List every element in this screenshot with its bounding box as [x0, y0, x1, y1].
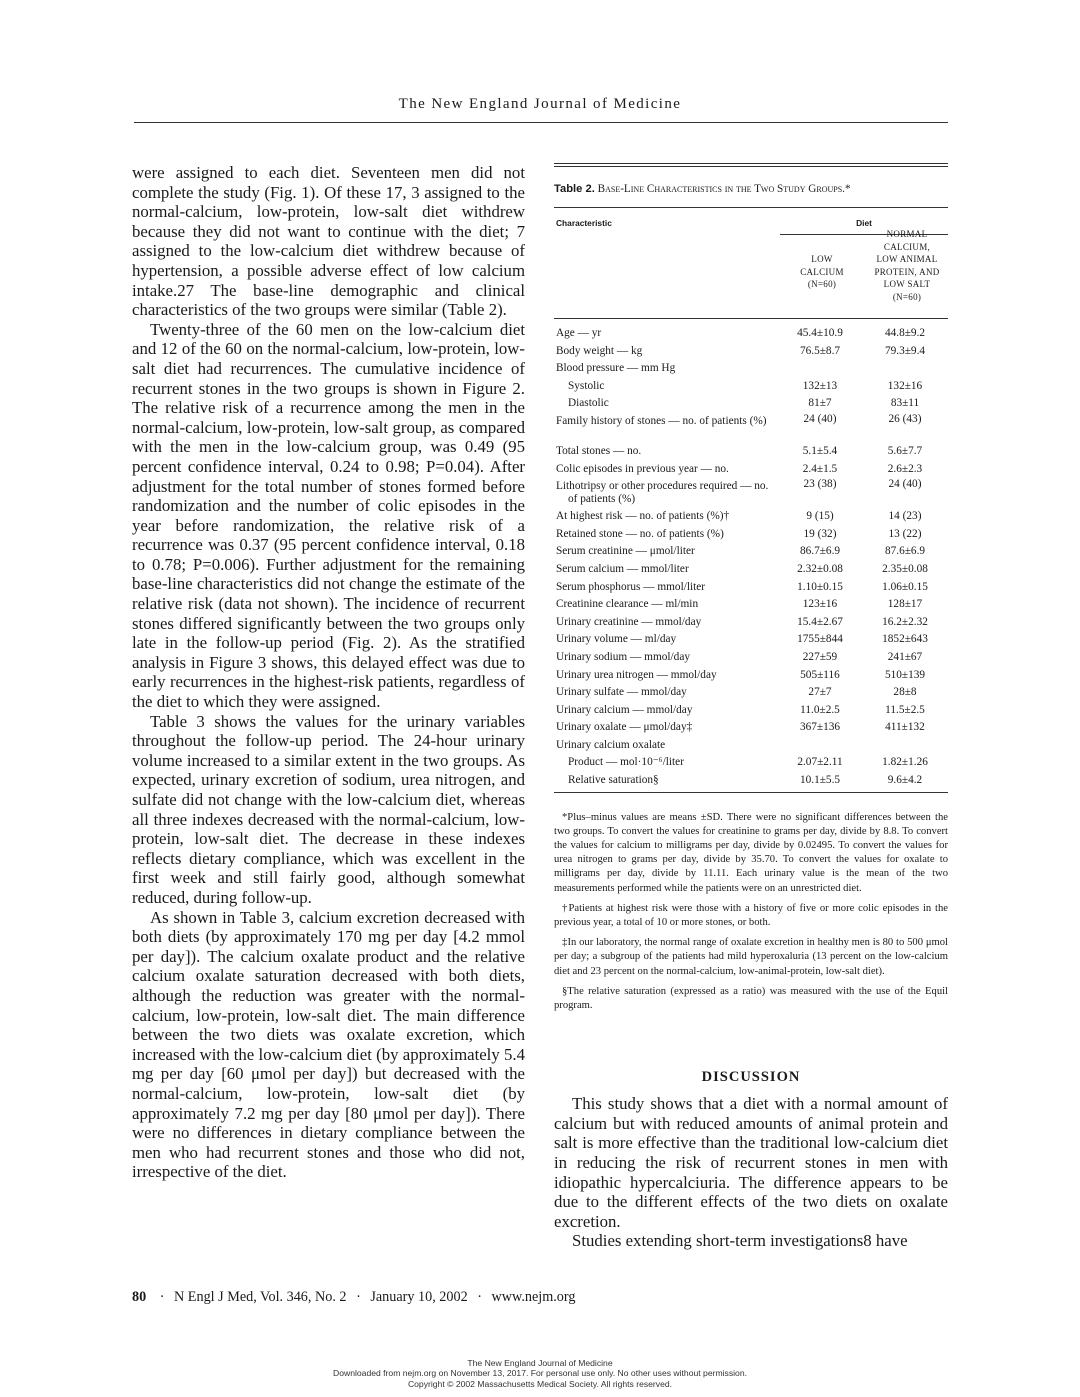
left-column [132, 163, 525, 1182]
normal-calcium-value: 2.6±2.3 [887, 462, 923, 475]
table-row [554, 737, 948, 755]
journal-url[interactable]: www.nejm.org [491, 1289, 576, 1305]
row-label: Urinary calcium oxalate [556, 738, 666, 751]
normal-calcium-value: 1852±643 [882, 633, 928, 646]
copyright-notice: The New England Journal of Medicine Downloaded from nejm.org on November 13, 2017. For personal use only. No other uses without permission. Copyright © 2002 Massachusetts Medical Society. All rights reserved. [333, 1358, 747, 1389]
table-row [554, 378, 948, 396]
table-row [554, 360, 948, 378]
normal-calcium-value: 2.35±0.08 [882, 562, 928, 575]
row-label: Urinary urea nitrogen — mmol/day [556, 668, 717, 681]
row-label: Urinary creatinine — mmol/day [556, 615, 702, 628]
separator-dot: · [356, 1289, 361, 1305]
footnote: §The relative saturation (expressed as a ratio) was measured with the use of the Equil program. [554, 985, 948, 1012]
table-row [554, 343, 948, 361]
normal-calcium-value: 87.6±6.9 [884, 545, 926, 558]
low-calcium-value: 81±7 [808, 397, 832, 410]
characteristic-header: Characteristic [556, 218, 612, 228]
table-footnotes [554, 803, 948, 1014]
row-label: Lithotripsy or other procedures required — no. of patients (%) [556, 480, 769, 506]
row-label: Urinary sulfate — mmol/day [556, 686, 687, 699]
low-calcium-value: 45.4±10.9 [797, 327, 843, 339]
low-calcium-value: 27±7 [808, 686, 832, 699]
row-label: Diastolic [568, 397, 609, 410]
low-calcium-value: 19 (32) [803, 527, 837, 540]
low-calcium-value: 2.4±1.5 [802, 462, 838, 475]
low-calcium-value: 76.5±8.7 [799, 344, 841, 357]
low-calcium-value [778, 360, 862, 378]
separator-dot: · [477, 1289, 482, 1305]
normal-calcium-value: 14 (23) [888, 510, 922, 523]
low-calcium-value: 24 (40) [803, 412, 837, 425]
low-calcium-value: 123±16 [802, 598, 838, 611]
separator-dot: · [159, 1289, 165, 1305]
normal-calcium-value: 13 (22) [888, 527, 922, 540]
normal-calcium-value: 28±8 [893, 686, 917, 699]
row-label: Body weight — kg [556, 344, 643, 357]
row-label: Blood pressure — mm Hg [556, 362, 676, 375]
row-label: Systolic [568, 379, 605, 392]
row-label: Total stones — no. [556, 444, 642, 457]
table-row [554, 478, 948, 508]
low-calcium-value: 1.10±0.15 [797, 580, 843, 593]
normal-calcium-value: 241±67 [887, 650, 923, 663]
table-row [554, 413, 948, 443]
row-label: Creatinine clearance — ml/min [556, 598, 699, 611]
row-label: Relative saturation§ [568, 774, 659, 787]
body-paragraph: Table 3 shows the values for the urinary variables throughout the follow-up period. The 24-hour urinary volume increased to a similar extent in the two groups. As expected, urinary excretion of sodium, urea nitrogen, and sulfate did not change with the low-calcium diet, whereas all three indexes decreased with the normal-calcium, low-protein, low-salt diet. The decrease in these indexes reflects dietary compliance, which was excellent in the first week and still fairly good, although somewhat reduced, during follow-up. [132, 711, 525, 907]
table-top-rule [554, 163, 948, 167]
low-calcium-value: 505±116 [800, 668, 840, 681]
row-label: Serum calcium — mmol/liter [556, 562, 689, 575]
row-label: Urinary volume — ml/day [556, 633, 677, 646]
low-calcium-value: 132±13 [802, 379, 838, 392]
table-row [554, 579, 948, 597]
table-row [554, 325, 948, 343]
table-row [554, 684, 948, 702]
body-paragraph: As shown in Table 3, calcium excretion decreased with both diets (by approximately 170 mg per day [4.2 mmol per day]). The calcium oxalate product and the relative calcium oxalate saturation decreased with both diets, although the reduction was greater with the normal-calcium, low-protein, low-salt diet. The main difference between the two diets was oxalate excretion, which increased with the low-calcium diet (by approximately 5.4 mg per day [60 μmol per day]) but decreased with the normal-calcium, low-protein, low-salt diet (by approximately 7.2 mg per day [80 μmol per day]). There were no differences in dietary compliance between the men who had recurrent stones and those who did not, irrespective of the diet. [132, 907, 525, 1182]
normal-calcium-value: 9.6±4.2 [887, 774, 923, 787]
low-calcium-value: 15.4±2.67 [797, 615, 843, 628]
body-paragraph: Studies extending short-term investigations8 have [572, 1231, 908, 1251]
low-calcium-value: 367±136 [799, 721, 841, 734]
row-label: Urinary sodium — mmol/day [556, 650, 690, 663]
table-bottom-rule [554, 792, 948, 793]
row-label: Urinary oxalate — μmol/day‡ [556, 721, 693, 734]
table-body [554, 319, 948, 792]
table-row [554, 526, 948, 544]
normal-calcium-value: 83±11 [890, 397, 920, 410]
diet-header: Diet [856, 218, 872, 228]
issue-date: January 10, 2002 [370, 1289, 468, 1305]
table-row [554, 754, 948, 772]
low-calcium-value: 10.1±5.5 [799, 774, 841, 787]
table-label: Table 2. [554, 183, 595, 195]
normal-calcium-value: 5.6±7.7 [887, 444, 923, 457]
row-label: Age — yr [556, 327, 602, 339]
row-label: Serum phosphorus — mmol/liter [556, 580, 706, 593]
table-row [554, 443, 948, 461]
row-label: Urinary calcium — mmol/day [556, 703, 693, 716]
low-calcium-value: 11.0±2.5 [800, 703, 840, 716]
low-calcium-value: 9 (15) [806, 510, 834, 523]
low-calcium-value: 86.7±6.9 [799, 545, 841, 558]
normal-calcium-value: 510±139 [884, 668, 926, 681]
table-row [554, 631, 948, 649]
normal-calcium-value: 79.3±9.4 [884, 344, 926, 357]
normal-calcium-value: 132±16 [887, 379, 923, 392]
footnote: ‡In our laboratory, the normal range of oxalate excretion in healthy men is 80 to 500 μmol per day; a subgroup of the patients had mild hyperoxaluria (13 percent on the low-calcium diet and 23 percent on the normal-calcium, low-animal-protein, low-salt diet). [554, 937, 948, 977]
table-row [554, 561, 948, 579]
table-row [554, 461, 948, 479]
low-calcium-column-header: LOW CALCIUM (N=60) [800, 254, 844, 289]
body-paragraph: Twenty-three of the 60 men on the low-calcium diet and 12 of the 60 on the normal-calcium, low-protein, low-salt diet had recurrences. The cumulative incidence of recurrent stones in the two groups is shown in Figure 2. The relative risk of a recurrence among the men in the normal-calcium, low-protein, low-salt group, as compared with the men in the low-calcium group, was 0.49 (95 percent confidence interval, 0.24 to 0.98; P=0.04). After adjustment for the total number of stones formed before randomization and the number of colic episodes in the year before randomization, the relative risk of a recurrence was 0.37 (95 percent confidence interval, 0.18 to 0.78; P=0.006). Further adjustment for the remaining base-line characteristics did not change the estimate of the relative risk (data not shown). The incidence of recurrent stones differed significantly between the two groups only late in the follow-up period (Fig. 2). As the stratified analysis in Figure 3 shows, this delayed effect was due to early recurrences in the highest-risk patients, regardless of the diet to which they were assigned. [132, 319, 525, 712]
header-rule [134, 122, 948, 123]
footnote: *Plus–minus values are means ±SD. There were no significant differences between the two groups. To convert the values for creatinine to grams per day, divide by 8.8. To convert the values for calcium to milligrams per day, divide by 0.02495. To convert the values for urea nitrogen to grams per day, divide by 35.70. To convert the values for oxalate to milligrams per day, divide by 11.11. Each urinary value is the mean of the two measurements performed while the patients were on an unrestricted diet. [554, 811, 948, 894]
row-label: Colic episodes in previous year — no. [556, 462, 729, 475]
body-paragraph: This study shows that a diet with a normal amount of calcium but with reduced amounts of animal protein and salt is more effective than the traditional low-calcium diet in reducing the risk of recurrent stones in men with idiopathic hypercalciuria. The difference appears to be due to the different effects of the two diets on oxalate excretion. [554, 1094, 948, 1231]
table-title-text: Base-Line Characteristics in the Two Study Groups.* [597, 183, 851, 195]
table-row [554, 395, 948, 413]
body-paragraph: were assigned to each diet. Seventeen men did not complete the study (Fig. 1). Of these 17, 3 assigned to the normal-calcium, low-protein, low-salt diet withdrew because they did not want to continue with the diet; 7 assigned to the low-calcium diet withdrew because of hypertension, a possible adverse effect of low calcium intake.27 The base-line demographic and clinical characteristics of the two groups were similar (Table 2). [132, 163, 525, 320]
table-title [554, 183, 948, 195]
normal-calcium-value: 1.06±0.15 [882, 580, 928, 593]
row-label: Product — mol·10⁻⁶/liter [568, 756, 684, 769]
low-calcium-value: 227±59 [802, 650, 838, 663]
row-label: Serum creatinine — μmol/liter [556, 545, 695, 558]
normal-calcium-value: 24 (40) [888, 478, 922, 491]
table-row [554, 508, 948, 526]
normal-calcium-value: 11.5±2.5 [885, 703, 925, 716]
table-row [554, 719, 948, 737]
normal-calcium-value: 16.2±2.32 [882, 615, 928, 628]
running-head: The New England Journal of Medicine [398, 96, 682, 112]
citation: N Engl J Med, Vol. 346, No. 2 [174, 1289, 347, 1305]
row-label: At highest risk — no. of patients (%)† [556, 510, 730, 523]
table-row [554, 649, 948, 667]
normal-calcium-value: 1.82±1.26 [882, 756, 928, 769]
normal-calcium-column-header: NORMAL CALCIUM, LOW ANIMAL PROTEIN, AND LOW SALT (N=60) [874, 229, 940, 302]
normal-calcium-value: 411±132 [885, 721, 925, 734]
low-calcium-value: 2.07±2.11 [797, 756, 843, 769]
low-calcium-value: 23 (38) [803, 478, 837, 491]
table-row [554, 772, 948, 790]
row-label: Family history of stones — no. of patients (%) [556, 414, 767, 427]
page-number: 80 [132, 1289, 147, 1305]
normal-calcium-value: 44.8±9.2 [884, 327, 926, 339]
low-calcium-value: 2.32±0.08 [797, 562, 843, 575]
footnote: †Patients at highest risk were those with a history of five or more colic episodes in the previous year, a total of 10 or more stones, or both. [554, 902, 948, 929]
right-column [554, 163, 948, 1251]
normal-calcium-value [862, 737, 948, 755]
discussion-heading: DISCUSSION [701, 1069, 801, 1086]
table-row [554, 596, 948, 614]
table-header [554, 208, 948, 318]
normal-calcium-value [862, 360, 948, 378]
page-footer [132, 1289, 575, 1306]
table-row [554, 614, 948, 632]
normal-calcium-value: 128±17 [887, 598, 923, 611]
discussion-section [554, 1094, 948, 1251]
low-calcium-value: 1755±844 [797, 633, 843, 646]
low-calcium-value [778, 737, 862, 755]
row-label: Retained stone — no. of patients (%) [556, 527, 724, 540]
normal-calcium-value: 26 (43) [888, 412, 922, 425]
table-row [554, 702, 948, 720]
table-row [554, 667, 948, 685]
low-calcium-value: 5.1±5.4 [802, 444, 838, 457]
table-row [554, 543, 948, 561]
